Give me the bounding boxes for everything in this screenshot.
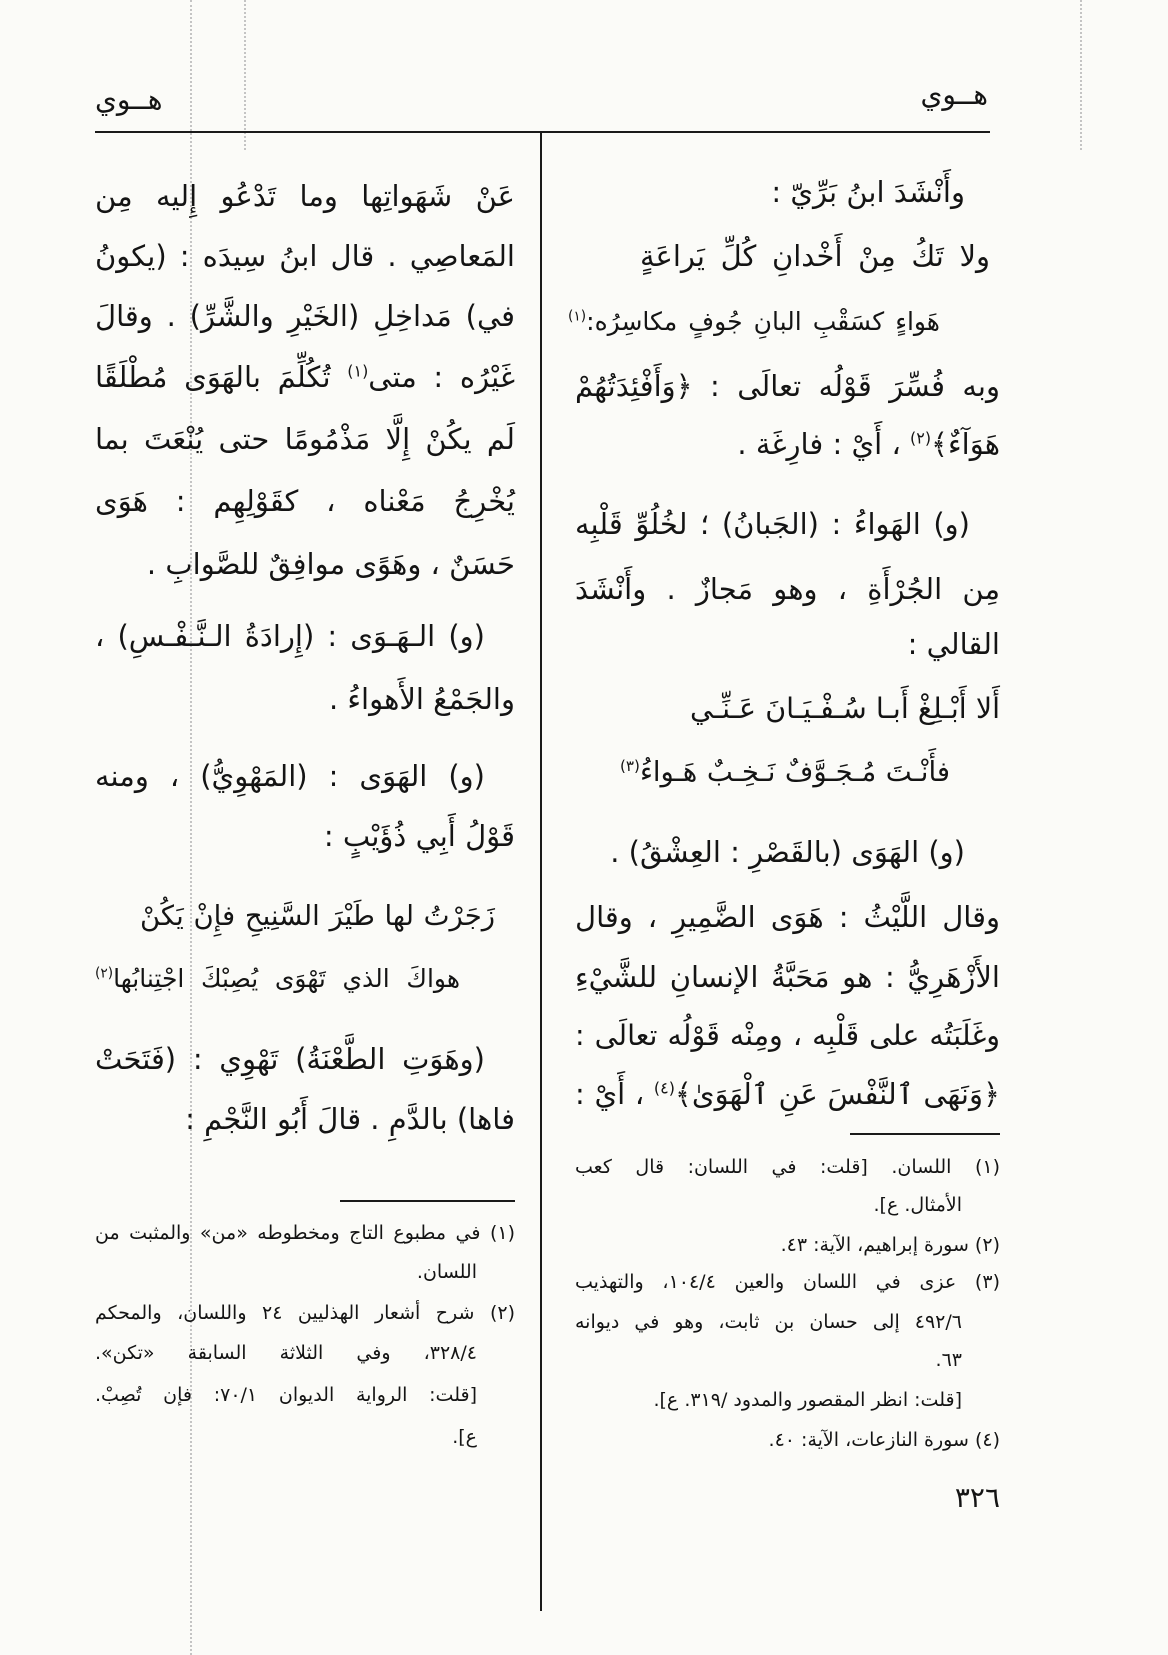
footnote: ٣٢٨/٤، وفي الثلاثة السابقة «تكن». [95, 1342, 477, 1364]
footnote: (٢) شرح أشعار الهذليين ٢٤ واللسان، والمحكم [95, 1302, 515, 1324]
page-number: ٣٢٦ [954, 1481, 1000, 1514]
footnote-separator [850, 1133, 1000, 1135]
running-header-right: هــوي [920, 78, 988, 111]
verse-line: هَواءٍ كسَقْبِ البانِ جُوفٍ مكاسِرُه:$^{(١)}$ [568, 307, 940, 336]
text-line: المَعاصِي . قال ابنُ سِيدَه : (يكونُ [95, 239, 515, 273]
text-line: وبه فُسِّرَ قَوْلُه تعالَى : ﴿وَأَفْئِدَتُهُمْ [575, 369, 1000, 403]
verse-line: أَلا أَبْـلِغْ أَبـا سُـفْـيَـانَ عَـنِّـي [690, 692, 1000, 725]
text-line: الأَزْهَرِيُّ : هو مَحَبَّةُ الإنسانِ للشَّيْءِ [575, 960, 1000, 994]
scan-fold-mark [1080, 0, 1082, 150]
text-line: قَوْلُ أَبِي ذُؤَيْبٍ : [323, 819, 515, 853]
footnote-separator [340, 1200, 515, 1202]
footnote: (١) اللسان. [قلت: في اللسان: قال كعب [575, 1156, 1000, 1178]
footnote: (١) في مطبوع التاج ومخطوطه «من» والمثبت من [95, 1222, 515, 1244]
entry-line: (و) الهَوَى (بالقَصْرِ : العِشْقُ) . [610, 835, 965, 869]
verse-line: ولا تَكُ مِنْ أَخْدانِ كُلِّ يَراعَةٍ [640, 239, 990, 273]
entry-line: (و) الهَوَى : (المَهْوِيُّ) ، ومنه [95, 759, 485, 793]
entry-line: (و) الهَواءُ : (الجَبانُ) ؛ لخُلُوِّ قَلْبِه [575, 507, 970, 541]
footnote: ع]. [452, 1426, 477, 1448]
verse-line: زَجَرْتُ لها طَيْرَ السَّنِيحِ فإِنْ يَكُنْ [140, 900, 495, 932]
text-line: وقال اللَّيْثُ : هَوَى الضَّمِيرِ ، وقال [575, 900, 1000, 934]
text-line: مِن الجُرْأَةِ ، وهو مَجازٌ . وأَنْشَدَ [575, 572, 1000, 606]
footnote: (٤) سورة النازعات، الآية: ٤٠. [768, 1429, 1000, 1451]
footnote-marker: (٢) [95, 965, 114, 982]
footnote-marker: (٤) [653, 1078, 675, 1098]
footnote: (٣) عزى في اللسان والعين ١٠٤/٤، والتهذيب [575, 1271, 1000, 1293]
entry-line: (و) الـهَـوَى : (إِرادَةُ الـنَّـفْـسِ) ، [95, 619, 485, 653]
footnote-marker: (١) [568, 308, 587, 325]
text-line: والجَمْعُ الأَهواءُ . [328, 682, 515, 716]
text-line: وغَلَبَتُه على قَلْبِه ، ومِنْه قَوْلُه تعالَى : [575, 1019, 1000, 1052]
header-rule [95, 131, 990, 133]
footnote-marker: (٣) [620, 756, 640, 775]
text-line: لَم يكُنْ إِلَّا مَذْمُومًا حتى يُنْعَتَ بما [95, 422, 515, 456]
verse-line: فأَنْـتَ مُـجَـوَّفٌ نَـخِـبٌ هَـواءُ$^{(٣)}$ [620, 756, 950, 788]
footnote: الأمثال. ع]. [873, 1194, 962, 1216]
text-line: هَوَآءٌ﴾$^{(٢)}$ ، أَيْ : فارِغَة . [737, 427, 1000, 461]
text-line: القالي : [907, 627, 1000, 661]
footnote: [قلت: انظر المقصور والمدود /٣١٩. ع]. [653, 1389, 962, 1411]
text-line: يُخْرِجُ مَعْناه ، كقَوْلِهِم : هَوَى [95, 484, 515, 518]
text-line: فاها) بالدَّمِ . قالَ أَبُو النَّجْمِ : [185, 1102, 515, 1136]
footnote: ٦٣. [935, 1349, 962, 1371]
footnote: اللسان. [416, 1261, 477, 1283]
footnote: ٤٩٢/٦ إلى حسان بن ثابت، وهو في ديوانه [575, 1311, 962, 1333]
scan-fold-mark [244, 0, 246, 150]
text-line: عَنْ شَهَواتِها وما تَدْعُو إِليه مِن [95, 179, 515, 213]
text-line: ﴿وَنَهَى ٱلنَّفْسَ عَنِ ٱلْهَوَىٰ﴾$^{(٤)}$ ، أَيْ : [575, 1077, 1000, 1111]
text-line: في) مَداخِلِ (الخَيْرِ والشَّرِّ) . وقالَ [95, 299, 515, 333]
text-line: حَسَنٌ ، وهَوًى موافِقٌ للصَّوابِ . [146, 547, 515, 581]
verse-line: هواكَ الذي تَهْوَى يُصِبْكَ اجْتِنابُها$^{(٢)}$ [95, 964, 460, 993]
footnote-marker: (١) [347, 361, 369, 381]
entry-line: (وهَوَتِ الطَّعْنَةُ) تَهْوِي : (فَتَحَتْ [95, 1042, 485, 1076]
column-divider [540, 131, 542, 1611]
text-line: غَيْرُه : متى$^{(١)}$ تُكُلِّمَ بالهَوَى مُطْلَقًا [95, 360, 515, 394]
running-header-left: هــوي [95, 83, 163, 116]
footnote: (٢) سورة إبراهيم، الآية: ٤٣. [780, 1234, 1000, 1256]
text-line: وأَنْشَدَ ابنُ بَرِّيّ : [771, 175, 965, 209]
footnote: [قلت: الرواية الديوان ٧٠/١: فإن تُصِبْ. [95, 1384, 477, 1406]
footnote-marker: (٢) [910, 428, 932, 448]
